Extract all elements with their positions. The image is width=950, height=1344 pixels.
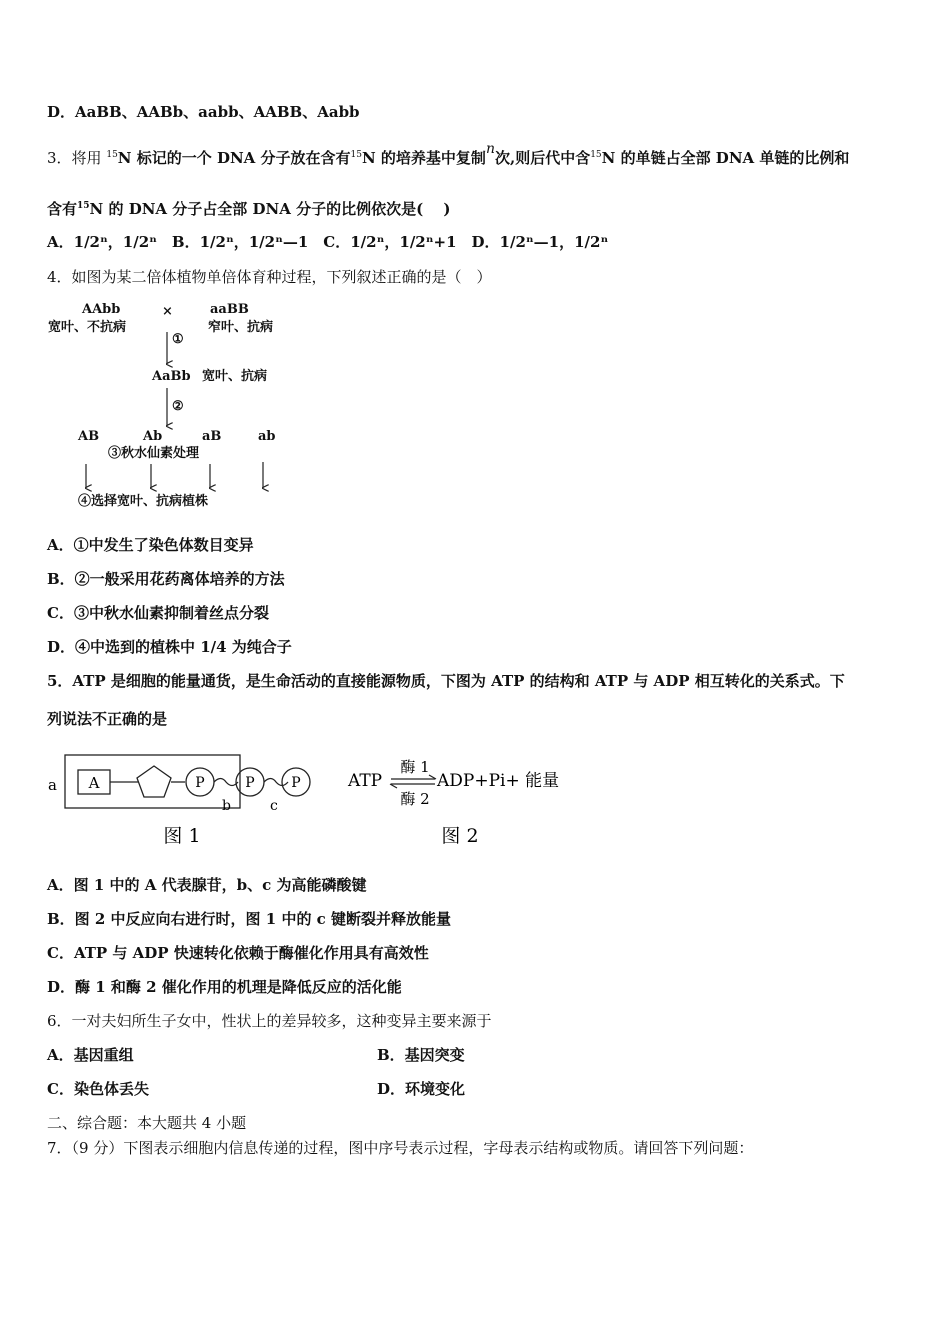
q3-stem-line2 (47, 199, 451, 219)
q5-option-b: B．图 2 中反应向右进行时，图 1 中的 c 键断裂并释放能量 (47, 910, 452, 928)
q5-stem-line1: 5．ATP 是细胞的能量通货，是生命活动的直接能源物质，下图为 ATP 的结构和 ATP 与 ADP 相互转化的关系式。下 (47, 672, 845, 690)
q4-gamete-1: AB (78, 429, 100, 444)
q4-gamete-2: Ab (143, 429, 163, 444)
q5-fig1-ribose-pentagon (137, 766, 171, 797)
q4-step4-label: ④选择宽叶、抗病植株 (78, 494, 209, 509)
q3-stem-line2-b: N 的 DNA 分子占全部 DNA 分子的比例依次是( ) (89, 200, 451, 218)
q4-gamete-3: aB (202, 429, 222, 444)
q3-sup-d: 15 (77, 201, 90, 211)
q5-fig2 (345, 750, 585, 850)
q4-parent2-trait: 窄叶、抗病 (208, 320, 274, 335)
q5-fig1-p1: P (195, 775, 205, 791)
q3-stem-part5: N 的单链占全部 DNA 单链的比例和 (601, 149, 850, 167)
q5-option-a: A．图 1 中的 A 代表腺苷，b、c 为高能磷酸键 (47, 876, 367, 894)
q5-fig1-caption: 图 1 (163, 825, 201, 847)
q5-stem-line2: 列说法不正确的是 (47, 710, 168, 728)
q4-step2: ② (172, 399, 184, 414)
q5-fig2-right: ADP+Pi+ 能量 (437, 771, 560, 791)
q4-stem: 4．如图为某二倍体植物单倍体育种过程，下列叙述正确的是（ ） (47, 268, 492, 286)
q4-arrows (40, 298, 300, 518)
q3-stem-part4: 次,则后代中含 (494, 149, 591, 167)
q5-fig2-enzyme1: 酶 1 (400, 758, 430, 776)
q5-fig2-left: ATP (348, 771, 383, 791)
q4-cross-symbol: × (162, 304, 173, 319)
q7-stem: 7．（9 分）下图表示细胞内信息传递的过程，图中序号表示过程，字母表示结构或物质。请回答下列问题： (47, 1139, 754, 1157)
q5-fig1-label-a: a (48, 776, 57, 794)
q4-option-c: C．③中秋水仙素抑制着丝点分裂 (47, 604, 269, 622)
q4-option-d: D．④中选到的植株中 1/4 为纯合子 (47, 638, 292, 656)
q3-sup-a: 15 (106, 150, 118, 160)
q3-stem-line1 (47, 141, 850, 169)
q3-stem-part2: N 标记的一个 DNA 分子放在含有 (117, 149, 351, 167)
q3-sup-b: 15 (350, 150, 362, 160)
q3-stem-line2-a: 含有 (47, 200, 78, 218)
q3-stem-part3: N 的培养基中复制 (362, 149, 486, 167)
q5-fig1-box-A: A (88, 774, 100, 792)
q4-parent1-trait: 宽叶、不抗病 (48, 320, 127, 335)
q4-step3-label: ③秋水仙素处理 (108, 446, 200, 461)
q4-parent2-genotype: aaBB (210, 302, 249, 317)
section2-header: 二、综合题：本大题共 4 小题 (47, 1114, 247, 1132)
q6-option-d: D．环境变化 (377, 1080, 466, 1098)
q5-option-c: C．ATP 与 ADP 快速转化依赖于酶催化作用具有高效性 (47, 944, 429, 962)
q4-step1: ① (172, 332, 184, 347)
q5-fig1-p2: P (245, 775, 255, 791)
q6-option-c: C．染色体丢失 (47, 1080, 149, 1098)
q4-parent1-genotype: AAbb (82, 302, 121, 317)
q6-stem: 6．一对夫妇所生子女中，性状上的差异较多，这种变异主要来源于 (47, 1012, 492, 1030)
q5-fig1-label-c: c (270, 798, 278, 814)
q5-fig1 (40, 750, 330, 850)
q3-stem-part1: 将用 (71, 149, 102, 167)
q3-italic-n: n (485, 141, 495, 157)
q3-options: A．1/2ⁿ，1/2ⁿ B．1/2ⁿ，1/2ⁿ—1 C．1/2ⁿ，1/2ⁿ+1 D．1/2ⁿ—1，1/2ⁿ (47, 233, 609, 251)
q6-option-a: A．基因重组 (47, 1046, 134, 1064)
q5-fig2-enzyme2: 酶 2 (400, 790, 430, 808)
q5-fig1-label-b: b (222, 798, 231, 814)
q2-option-d: D．AaBB、AABb、aabb、AABB、Aabb (47, 103, 360, 121)
q4-f1-genotype: AaBb (152, 369, 191, 384)
q3-sup-c: 15 (590, 150, 602, 160)
q3-number: 3． (47, 149, 72, 167)
q5-fig2-caption: 图 2 (441, 825, 479, 847)
q4-diagram (40, 298, 300, 518)
q4-f1-trait: 宽叶、抗病 (202, 369, 268, 384)
q4-gamete-4: ab (258, 429, 276, 444)
q5-option-d: D．酶 1 和酶 2 催化作用的机理是降低反应的活化能 (47, 978, 402, 996)
q4-option-a: A．①中发生了染色体数目变异 (47, 536, 254, 554)
q6-option-b: B．基因突变 (377, 1046, 465, 1064)
q4-option-b: B．②一般采用花药离体培养的方法 (47, 570, 285, 588)
q5-fig1-p3: P (291, 775, 301, 791)
